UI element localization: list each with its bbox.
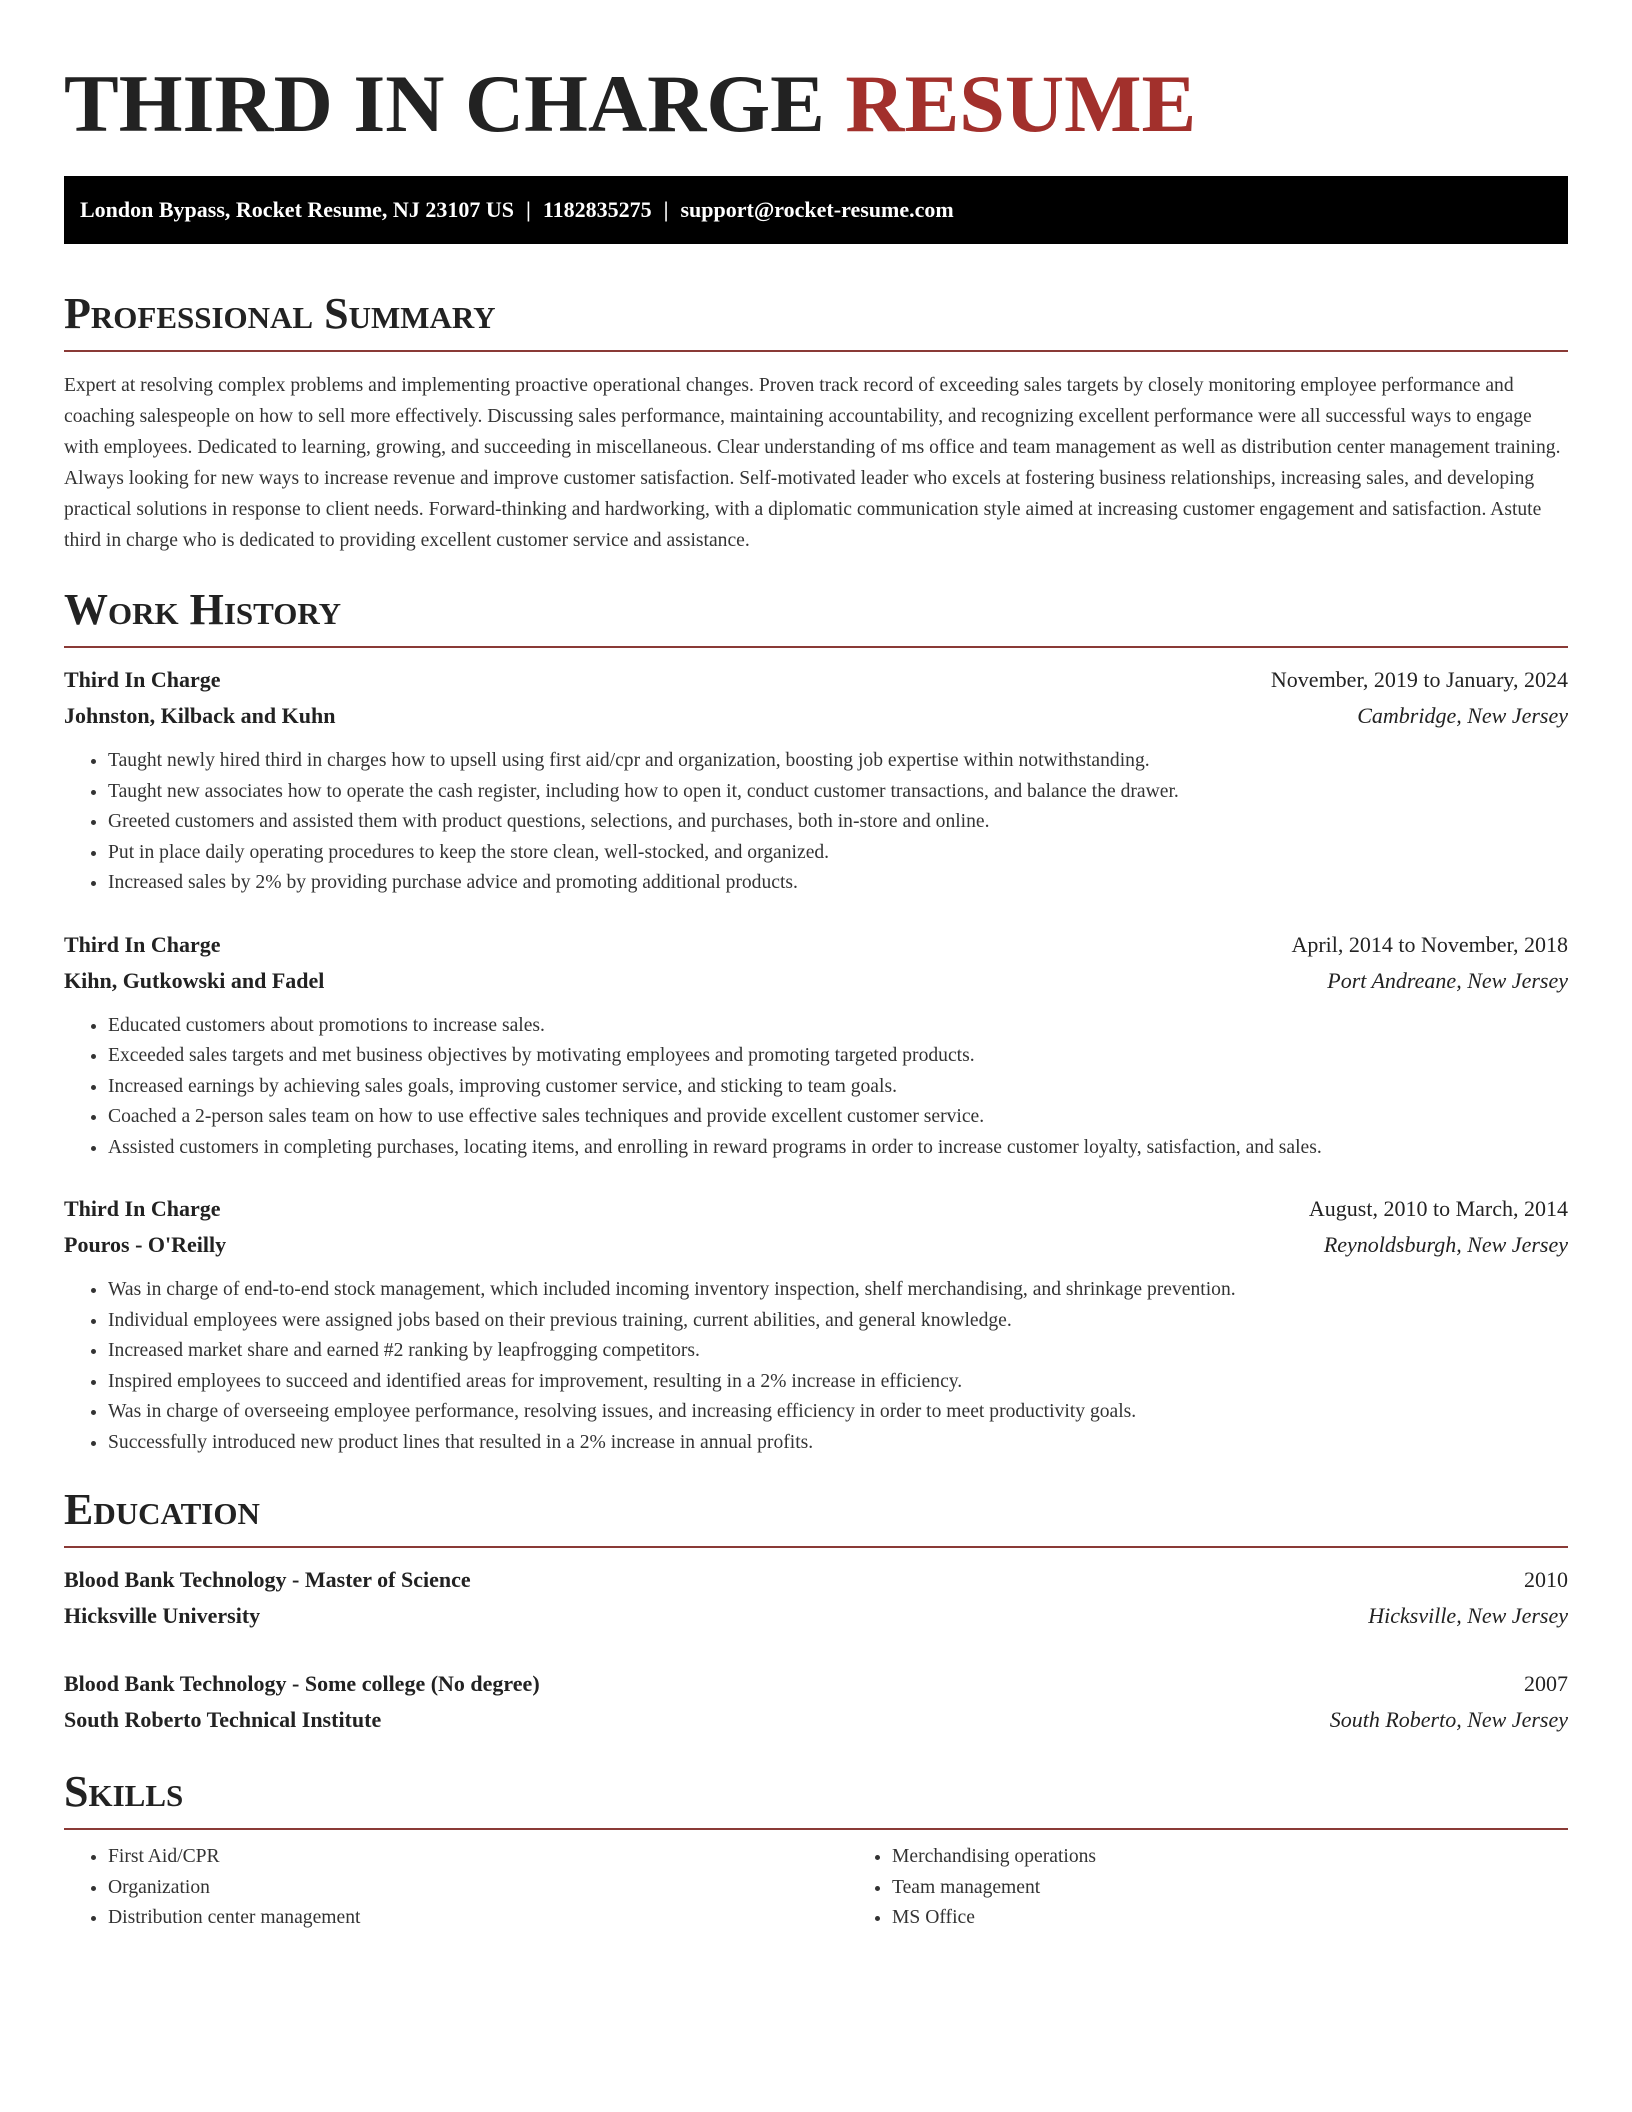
job-entry	[64, 927, 1568, 1164]
education-entry	[64, 1666, 1568, 1738]
skills-columns	[64, 1842, 1568, 1934]
skills-section	[64, 1766, 1568, 1934]
education-school-row	[64, 1702, 1568, 1738]
education-school: Hicksville University	[64, 1603, 261, 1628]
section-divider	[64, 646, 1568, 648]
education-header-row	[64, 1666, 1568, 1702]
skills-list-left	[64, 1842, 848, 1934]
job-dates: August, 2010 to March, 2014	[1308, 1196, 1568, 1221]
job-bullet: • Was in charge of overseeing employee performance, resolving issues, and increasing efficiency in order to meet productivity goals.	[108, 1397, 1568, 1428]
skill-item: • Team management	[892, 1873, 1632, 1904]
job-bullet: • Increased market share and earned #2 ranking by leapfrogging competitors.	[108, 1336, 1568, 1367]
job-bullet: • Individual employees were assigned jobs based on their previous training, current abilities, and general knowledge.	[108, 1306, 1568, 1337]
skills-list-right	[848, 1842, 1632, 1934]
section-divider	[64, 1546, 1568, 1548]
job-bullet: • Inspired employees to succeed and identified areas for improvement, resulting in a 2% increase in efficiency.	[108, 1367, 1568, 1398]
job-company-row	[64, 1227, 1568, 1263]
education-header-row	[64, 1562, 1568, 1598]
summary-section	[64, 288, 1568, 556]
skill-item: • Organization	[108, 1873, 848, 1904]
job-bullet: • Taught new associates how to operate the cash register, including how to open it, conduct customer transactions, and balance the drawer.	[108, 777, 1568, 808]
job-bullet: • Successfully introduced new product lines that resulted in a 2% increase in annual profits.	[108, 1428, 1568, 1459]
job-dates: November, 2019 to January, 2024	[1270, 667, 1568, 692]
contact-email[interactable]: support@rocket-resume.com	[680, 197, 954, 222]
title-main: THIRD IN CHARGE	[64, 58, 825, 149]
job-company-row	[64, 698, 1568, 734]
job-bullet: • Exceeded sales targets and met business objectives by motivating employees and promoting targeted products.	[108, 1041, 1568, 1072]
job-bullet: • Taught newly hired third in charges how to upsell using first aid/cpr and organization, boosting job expertise within notwithstanding.	[108, 746, 1568, 777]
job-bullet: • Greeted customers and assisted them with product questions, selections, and purchases, both in-store and online.	[108, 807, 1568, 838]
job-company: Kihn, Gutkowski and Fadel	[64, 967, 325, 993]
job-bullet: • Assisted customers in completing purchases, locating items, and enrolling in reward programs in order to increase customer loyalty, satisfaction, and sales.	[108, 1133, 1568, 1164]
resume-title	[64, 56, 1568, 152]
job-header-row	[64, 927, 1568, 963]
job-bullets	[64, 746, 1568, 899]
education-year: 2010	[1524, 1567, 1568, 1592]
summary-text: Expert at resolving complex problems and implementing proactive operational changes. Proven track record of exceeding sales targets by closely monitoring employee performance and coaching salespeople on how to sell more effectively. Discussing sales performance, maintaining accountability, and recognizing excellent performance were all successful ways to engage with employees. Dedicated to learning, growing, and succeeding in miscellaneous. Clear understanding of ms office and team management as well as distribution center management training. Always looking for new ways to increase revenue and improve customer satisfaction. Self-motivated leader who excels at fostering business relationships, increasing sales, and developing practical solutions in response to client needs. Forward-thinking and hardworking, with a diplomatic communication style aimed at increasing customer engagement and satisfaction. Astute third in charge who is dedicated to providing excellent customer service and assistance.	[64, 375, 1561, 551]
education-degree: Blood Bank Technology - Master of Science	[64, 1567, 471, 1592]
education-location: South Roberto, New Jersey	[1329, 1707, 1568, 1732]
skill-item: • MS Office	[892, 1903, 1632, 1934]
education-section	[64, 1484, 1568, 1738]
job-bullets	[64, 1011, 1568, 1164]
job-bullet: • Coached a 2-person sales team on how to use effective sales techniques and provide excellent customer service.	[108, 1102, 1568, 1133]
education-entry	[64, 1562, 1568, 1634]
resume-page	[64, 0, 1568, 1934]
job-dates: April, 2014 to November, 2018	[1291, 931, 1568, 957]
contact-address: London Bypass, Rocket Resume, NJ 23107 US	[80, 197, 514, 222]
job-location: Port Andreane, New Jersey	[1327, 967, 1568, 993]
job-company-row	[64, 963, 1568, 999]
education-year: 2007	[1524, 1671, 1568, 1696]
education-location: Hicksville, New Jersey	[1368, 1603, 1568, 1628]
job-header-row	[64, 662, 1568, 698]
job-header-row	[64, 1191, 1568, 1227]
section-title-skills: Skills	[64, 1767, 184, 1816]
job-location: Cambridge, New Jersey	[1357, 703, 1568, 728]
work-history-section	[64, 584, 1568, 1458]
job-bullet: • Put in place daily operating procedures to keep the store clean, well-stocked, and organized.	[108, 838, 1568, 869]
job-title: Third In Charge	[64, 667, 221, 692]
contact-separator: |	[663, 197, 669, 222]
job-company: Johnston, Kilback and Kuhn	[64, 703, 336, 728]
section-title-summary: Professional Summary	[64, 289, 496, 338]
contact-phone[interactable]: 1182835275	[542, 197, 652, 222]
education-school-row	[64, 1598, 1568, 1634]
section-divider	[64, 1828, 1568, 1830]
skill-item: • Distribution center management	[108, 1903, 848, 1934]
education-degree: Blood Bank Technology - Some college (No degree)	[64, 1671, 540, 1696]
job-bullet: • Increased earnings by achieving sales goals, improving customer service, and sticking to team goals.	[108, 1072, 1568, 1103]
job-title: Third In Charge	[64, 931, 221, 957]
job-entry	[64, 662, 1568, 899]
job-bullets	[64, 1275, 1568, 1458]
job-bullet: • Educated customers about promotions to increase sales.	[108, 1011, 1568, 1042]
skill-item: • Merchandising operations	[892, 1842, 1632, 1873]
skill-item: • First Aid/CPR	[108, 1842, 848, 1873]
title-accent: RESUME	[845, 58, 1197, 149]
contact-separator: |	[525, 197, 531, 222]
job-bullet: • Increased sales by 2% by providing purchase advice and promoting additional products.	[108, 868, 1568, 899]
job-company: Pouros - O'Reilly	[64, 1232, 227, 1257]
education-school: South Roberto Technical Institute	[64, 1707, 382, 1732]
section-title-work-history: Work History	[64, 585, 342, 634]
job-title: Third In Charge	[64, 1196, 221, 1221]
contact-bar	[64, 176, 1568, 244]
job-location: Reynoldsburgh, New Jersey	[1323, 1232, 1568, 1257]
job-entry	[64, 1191, 1568, 1458]
section-title-education: Education	[64, 1485, 260, 1534]
job-bullet: • Was in charge of end-to-end stock management, which included incoming inventory inspection, shelf merchandising, and shrinkage prevention.	[108, 1275, 1568, 1306]
section-divider	[64, 350, 1568, 352]
